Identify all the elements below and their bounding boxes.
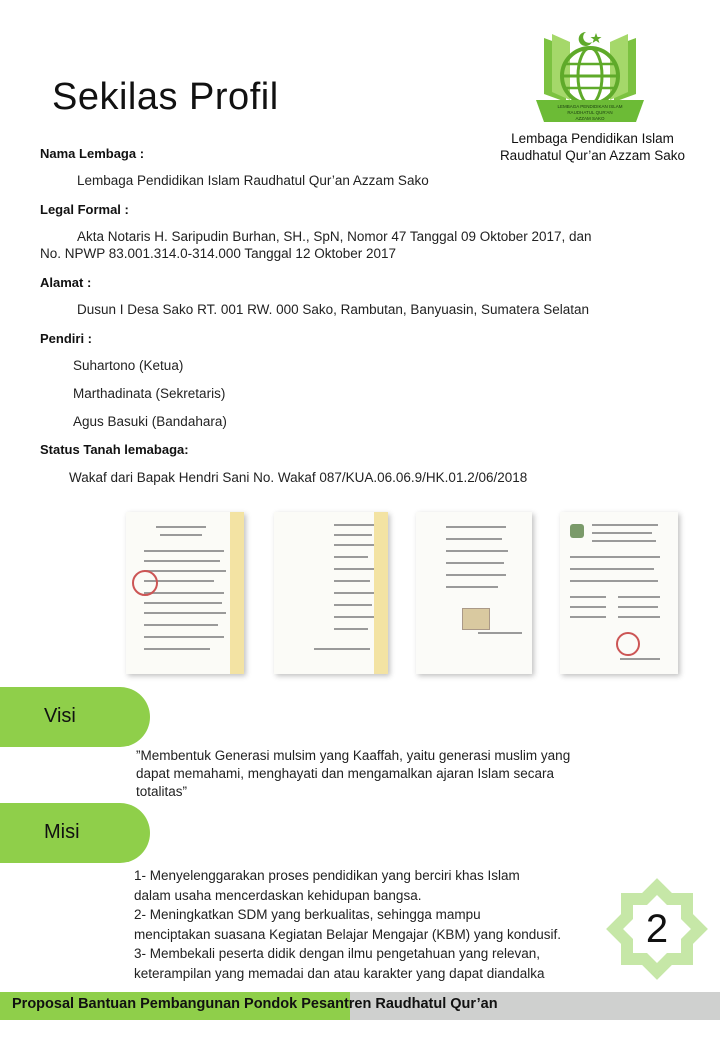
misi-line: 3- Membekali peserta didik dengan ilmu pengetahuan yang relevan, [134, 946, 541, 961]
visi-heading [0, 687, 150, 747]
nama-lembaga-label: Nama Lembaga : [40, 146, 145, 161]
document-thumbnail [274, 512, 388, 674]
organization-name [480, 130, 705, 164]
pendiri-member: Marthadinata (Sekretaris) [73, 386, 226, 401]
visi-text-line: ”Membentuk Generasi mulsim yang Kaaffah, yaitu generasi muslim yang [136, 748, 571, 763]
alamat-label: Alamat : [40, 275, 92, 290]
document-thumbnail [126, 512, 244, 674]
page-title: Sekilas Profil [52, 76, 279, 118]
document-thumbnail [416, 512, 532, 674]
status-tanah-value: Wakaf dari Bapak Hendri Sani No. Wakaf 087/KUA.06.06.9/HK.01.2/06/2018 [69, 470, 528, 485]
pendiri-label: Pendiri : [40, 331, 93, 346]
status-tanah-label: Status Tanah lemabaga: [40, 442, 189, 457]
misi-line: dalam usaha mencerdaskan kehidupan bangsa. [134, 887, 422, 903]
visi-text-line: totalitas” [136, 784, 188, 799]
logo-emblem [536, 30, 644, 126]
misi-line: menciptakan suasana Kegiatan Belajar Mengajar (KBM) yang kondusif. [134, 926, 561, 942]
logo-text-1: LEMBAGA PENDIDIKAN ISLAM [557, 104, 623, 109]
visi-text [136, 747, 626, 801]
footer-bar [0, 992, 720, 1020]
visi-text-line: dapat memahami, menghayati dan mengamalkan ajaran Islam secara [136, 766, 554, 781]
misi-label: Misi [44, 821, 80, 843]
pendiri-member: Agus Basuki (Bandahara) [73, 414, 227, 429]
visi-label: Visi [44, 705, 76, 727]
logo-text-3: AZZAM SAKO [575, 116, 605, 121]
legal-formal-line2: No. NPWP 83.001.314.0-314.000 Tanggal 12 Oktober 2017 [40, 246, 397, 261]
footer-text: Proposal Bantuan Pembangunan Pondok Pesantren Raudhatul Qur’an [12, 996, 498, 1012]
org-name-line2: Raudhatul Qur’an Azzam Sako [499, 148, 686, 163]
misi-heading [0, 803, 150, 863]
pendiri-member: Suhartono (Ketua) [73, 358, 184, 373]
misi-line: 2- Meningkatkan SDM yang berkualitas, sehingga mampu [134, 907, 481, 922]
misi-list [134, 866, 604, 983]
document-thumbnail [560, 512, 678, 674]
legal-documents-gallery [124, 512, 684, 676]
legal-formal-label: Legal Formal : [40, 202, 129, 217]
nama-lembaga-value: Lembaga Pendidikan Islam Raudhatul Qur’an Azzam Sako [77, 173, 429, 188]
alamat-value: Dusun I Desa Sako RT. 001 RW. 000 Sako, Rambutan, Banyuasin, Sumatera Selatan [77, 302, 590, 317]
legal-formal-line1: Akta Notaris H. Saripudin Burhan, SH., SpN, Nomor 47 Tanggal 09 Oktober 2017, dan [77, 229, 592, 244]
logo-text-2: RAUDHATUL QUR'AN [567, 110, 613, 115]
misi-line: keterampilan yang memadai dan atau karakter yang dapat diandalka [134, 965, 545, 981]
org-name-line1: Lembaga Pendidikan Islam [511, 131, 674, 146]
misi-line: 1- Menyelenggarakan proses pendidikan yang berciri khas Islam [134, 868, 520, 883]
page-number: 2 [645, 907, 669, 951]
